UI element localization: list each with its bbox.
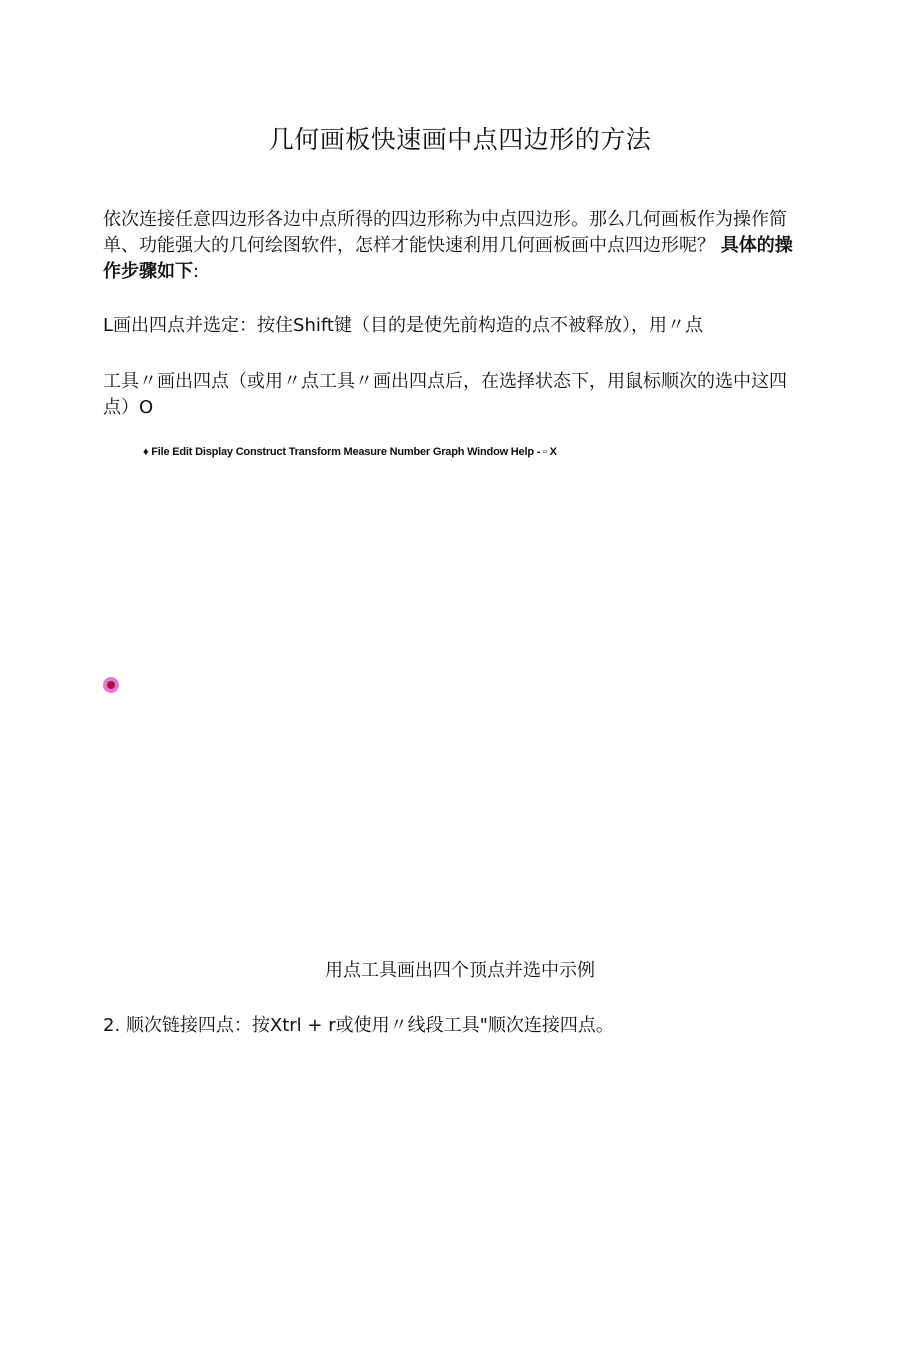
figure-caption: 用点工具画出四个顶点并选中示例 <box>325 960 595 981</box>
page-title: 几何画板快速画中点四边形的方法 <box>268 125 652 154</box>
step2-paragraph: 2. 顺次链接四点：按Xtrl + r或使用〃线段工具"顺次连接四点。 <box>103 1015 614 1036</box>
intro-colon: : <box>193 261 200 282</box>
step1-line1: L画出四点并选定：按住Shift键（目的是使先前构造的点不被释放），用〃点 <box>103 315 703 336</box>
sketchpad-menubar: ♦ File Edit Display Construct Transform Measure Number Graph Window Help - ▫ X <box>143 446 557 458</box>
intro-bold-text: 具体的操作步骤如下 <box>103 235 793 282</box>
point-icon <box>103 677 119 693</box>
intro-text: 依次连接任意四边形各边中点所得的四边形称为中点四边形。那么几何画板作为操作简单、功能强大的几何绘图软件，怎样才能快速利用几何画板画中点四边形呢？ <box>103 209 787 256</box>
intro-paragraph <box>103 207 803 285</box>
step1-line2: 工具〃画出四点（或用〃点工具〃画出四点后，在选择状态下，用鼠标顺次的选中这四点）O <box>103 371 787 418</box>
